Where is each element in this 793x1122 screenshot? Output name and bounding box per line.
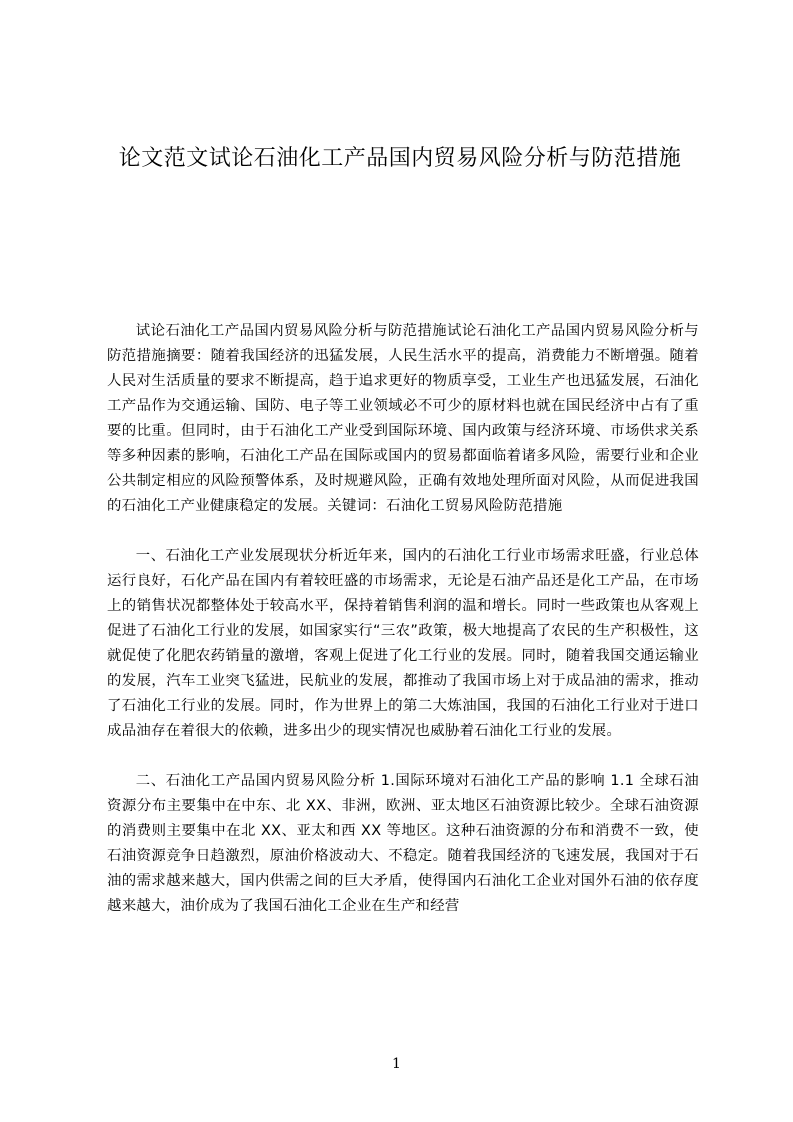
document-body: [107, 319, 699, 919]
paragraph-abstract: 试论石油化工产品国内贸易风险分析与防范措施试论石油化工产品国内贸易风险分析与防范措施摘要：随着我国经济的迅猛发展，人民生活水平的提高，消费能力不断增强。随着人民对生活质量的要求不断提高，趋于追求更好的物质享受，工业生产也迅猛发展，石油化工产品作为交通运输、国防、电子等工业领域必不可少的原材料也就在国民经济中占有了重要的比重。但同时，由于石油化工产业受到国际环境、国内政策与经济环境、市场供求关系等多种因素的影响，石油化工产品在国际或国内的贸易都面临着诸多风险，需要行业和企业公共制定相应的风险预警体系，及时规避风险，正确有效地处理所面对风险，从而促进我国的石油化工产业健康稳定的发展。关键词：石油化工贸易风险防范措施: [107, 323, 699, 514]
paragraph-spacer: [107, 519, 699, 544]
paragraph-section-1: 一、石油化工产业发展现状分析近年来，国内的石油化工行业市场需求旺盛，行业总体运行良好，石化产品在国内有着较旺盛的市场需求，无论是石油产品还是化工产品，在市场上的销售状况都整体处于较高水平，保持着销售利润的温和增长。同时一些政策也从客观上促进了石油化工行业的发展，如国家实行“三农”政策，极大地提高了农民的生产积极性，这就促使了化肥农药销量的激增，客观上促进了化工行业的发展。同时，随着我国交通运输业的发展，汽车工业突飞猛进，民航业的发展，都推动了我国市场上对于成品油的需求，推动了石油化工行业的发展。同时，作为世界上的第二大炼油国，我国的石油化工行业对于进口成品油存在着很大的依赖，进多出少的现实情况也威胁着石油化工行业的发展。: [107, 548, 699, 739]
page-number: 1: [392, 1056, 401, 1072]
paragraph-spacer: [107, 744, 699, 769]
document-title: 论文范文试论石油化工产品国内贸易风险分析与防范措施: [118, 146, 682, 171]
paragraph-section-2: 二、石油化工产品国内贸易风险分析 1.国际环境对石油化工产品的影响 1.1 全球石油资源分布主要集中在中东、北 XX、非洲，欧洲、亚太地区石油资源比较少。全球石油资源的消费则主要集中在北 XX、亚太和西 XX 等地区。这种石油资源的分布和消费不一致，使石油资源竞争日趋激烈，原油价格波动大、不稳定。随着我国经济的飞速发展，我国对于石油的需求越来越大，国内供需之间的巨大矛盾，使得国内石油化工企业对国外石油的依存度越来越大，油价成为了我国石油化工企业在生产和经营: [107, 773, 699, 914]
